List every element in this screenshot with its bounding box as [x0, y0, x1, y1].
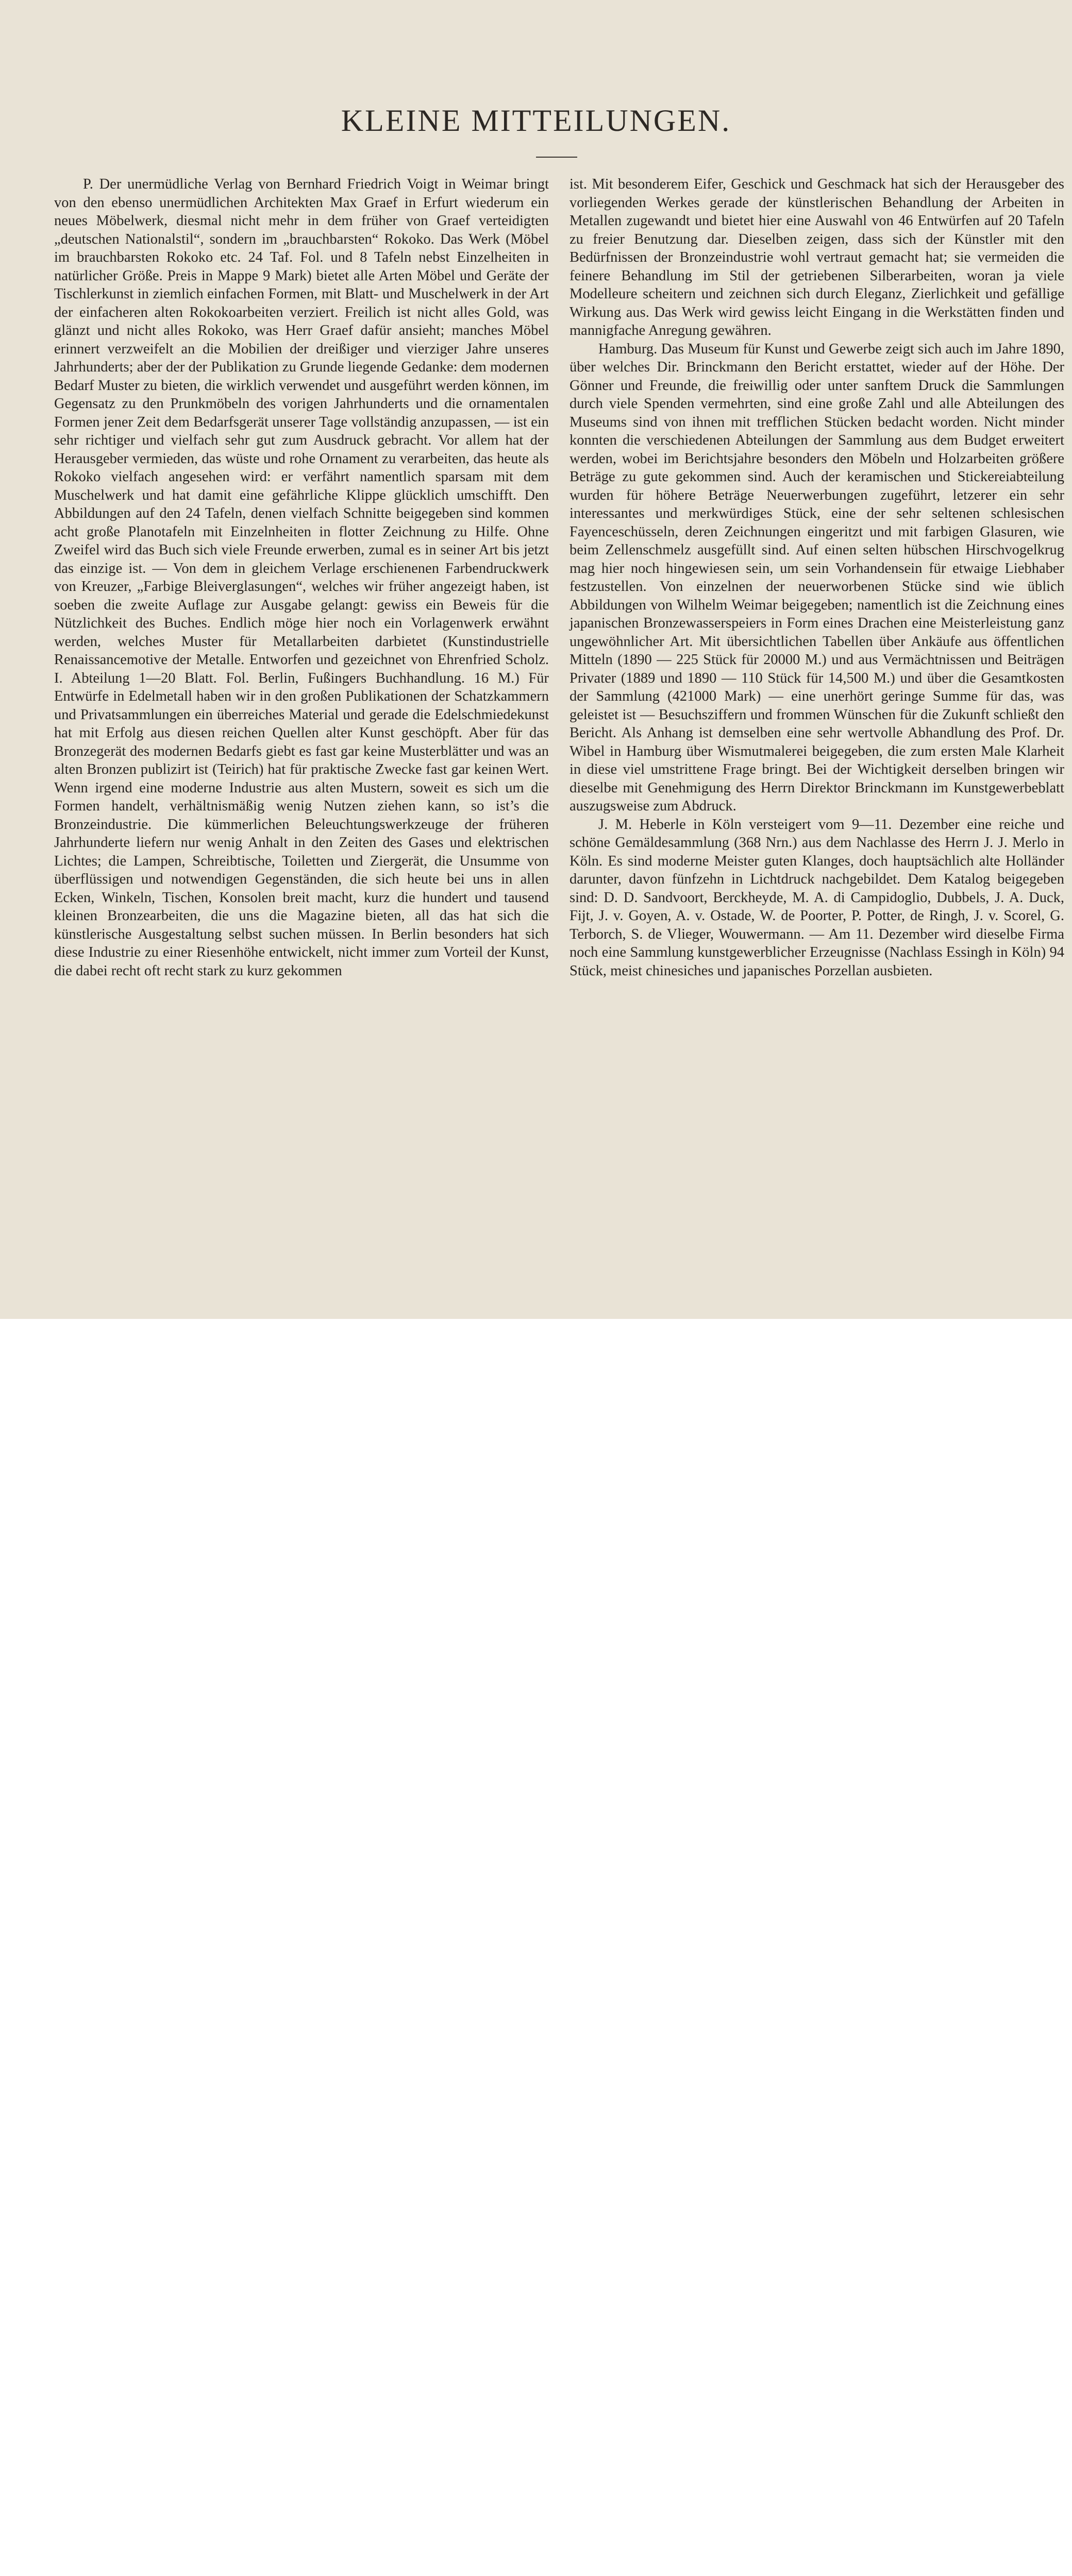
paragraph-continuation: ist. Mit besonderem Eifer, Geschick und Geschmack hat sich der Herausgeber des vorliegenden Werkes gerade der künstlerischen Behandlung der Arbeiten in Metallen zugewandt und bietet hier eine Auswahl von 46 Entwürfen auf 20 Tafeln zu freier Benutzung dar. Dieselben zeigen, dass sich der Künstler mit den Bedürfnissen der Bronzeindustrie wohl vertraut gemacht hat; sie vermeiden die feinere Behandlung im Stil der getriebenen Silberarbeiten, woran ja viele Modelleure scheitern und zeichnen sich durch Eleganz, Zierlichkeit und gefällige Wirkung aus. Das Werk wird gewiss leicht Eingang in die Werkstätten finden und mannigfache Anregung gewähren. — [569, 176, 1064, 338]
left-column — [54, 175, 549, 980]
page-title: KLEINE MITTEILUNGEN. — [341, 104, 731, 138]
title-rule — [536, 157, 577, 158]
right-column — [569, 175, 1064, 980]
paragraph-voigt-verlag: P. Der unermüdliche Verlag von Bernhard Friedrich Voigt in Weimar bringt von den ebenso unermüdlichen Architekten Max Graef in Erfurt wiederum ein neues Möbelwerk, diesmal nicht mehr in dem früher von Graef verteidigten „deutschen Nationalstil“, sondern im „brauchbarsten“ Rokoko. Das Werk (Möbel im brauchbarsten Rokoko etc. 24 Taf. Fol. und 8 Tafeln nebst Einzelheiten in natürlicher Größe. Preis in Mappe 9 Mark) bietet alle Arten Möbel und Geräte der Tischlerkunst in ziemlich einfachen Formen, mit Blatt- und Muschelwerk in der Art der einfacheren alten Rokokoarbeiten verziert. Freilich ist nicht alles Gold, was glänzt und nicht alles Rokoko, was Herr Graef dafür ansieht; manches Möbel erinnert verzweifelt an die Mobilien der dreißiger und vierziger Jahre unseres Jahrhunderts; aber der der Publikation zu Grunde liegende Gedanke: dem modernen Bedarf Muster zu bieten, die wirklich verwendet und ausgeführt werden können, im Gegensatz zu den Prunkmöbeln des vorigen Jahrhunderts und die ornamentalen Formen jener Zeit dem Bedarfsgerät unserer Tage vollständig anzupassen, — ist ein sehr richtiger und vielfach sehr gut zum Ausdruck gebracht. Vor allem hat der Herausgeber vermieden, das wüste und rohe Ornament zu verarbeiten, das heute als Rokoko vielfach angesehen wird: er verfährt namentlich sparsam mit dem Muschelwerk und hat damit eine gefährliche Klippe glücklich umschifft. Den Abbildungen auf den 24 Tafeln, denen vielfach Schnitte beigegeben sind kommen acht große Planotafeln mit Einzelnheiten in flotter Zeichnung zu Hilfe. Ohne Zweifel wird das Buch sich viele Freunde erwerben, zumal es in seiner Art bis jetzt das einzige ist. — Von dem in gleichem Verlage erschienenen Farbendruckwerk von Kreuzer, „Farbige Bleiverglasungen“, welches wir früher angezeigt haben, ist soeben die zweite Auflage zur Ausgabe gelangt: gewiss ein Beweis für die Nützlichkeit des Buches. Endlich möge hier noch ein Vorlagenwerk erwähnt werden, welches Muster für Metallarbeiten darbietet (Kunstindustrielle Renaissancemotive der Metalle. Entworfen und gezeichnet von Ehrenfried Scholz. I. Abteilung 1—20 Blatt. Fol. Berlin, Fußingers Buchhandlung. 16 M.) Für Entwürfe in Edelmetall haben wir in den großen Publikationen der Schatzkammern und Privatsammlungen ein überreiches Material und gerade die Edelschmiedekunst hat mit Erfolg aus diesen reichen Quellen alter Kunst geschöpft. Aber für das Bronzegerät des modernen Bedarfs giebt es fast gar keine Musterblätter und was an alten Bronzen publizirt ist (Teirich) hat für praktische Zwecke fast gar keinen Wert. Wenn irgend eine moderne Industrie aus alten Mustern, soweit es sich um die Formen handelt, verhältnismäßig wenig Nutzen ziehen kann, so ist’s die Bronzeindustrie. Die kümmerlichen Beleuchtungswerkzeuge der früheren Jahrhunderte liefern nur wenig Anhalt in den Zeiten des Gases und elektrischen Lichtes; die Lampen, Schreibtische, Toiletten und Ziergerät, die Unsumme von überflüssigen und notwendigen Gegenständen, die sich heute bei uns in allen Ecken, Winkeln, Tischen, Konsolen breit macht, kurz die hundert und tausend kleinen Bronzearbeiten, die uns die Magazine bieten, all das hat sich die künstlerische Ausgestaltung selbst suchen müssen. In Berlin besonders hat sich diese Industrie zu einer Riesenhöhe entwickelt, nicht immer zum Vorteil der Kunst, die dabei recht oft recht stark zu kurz gekommen — [54, 176, 549, 979]
paragraph-hamburg: Hamburg. Das Museum für Kunst und Gewerbe zeigt sich auch im Jahre 1890, über welches Dir. Brinckmann den Bericht erstattet, wieder auf der Höhe. Der Gönner und Freunde, die freiwillig oder unter sanftem Druck die Sammlungen durch viele Spenden vermehrten, sind eine große Zahl und alle Abteilungen des Museums sind von ihnen mit trefflichen Stücken bedacht worden. Nicht minder konnten die verschiedenen Abteilungen der Sammlung aus dem Budget erweitert werden, wobei im Berichtsjahre besonders den Möbeln und Holzarbeiten größere Beträge zu gute gekommen sind. Auch der keramischen und Stickereiabteilung wurden für höhere Beträge Neuerwerbungen zugeführt, letzerer ein sehr interessantes und merkwürdiges Stück, eine der sehr seltenen schlesischen Fayenceschüsseln, deren Zeichnungen eingeritzt und mit farbigen Glasuren, wie beim Zellenschmelz ausgefüllt sind. Auf einen selten hübschen Hirschvogelkrug mag hier noch hingewiesen sein, um sein Vorhandensein für etwaige Liebhaber festzustellen. Von einzelnen der neuerworbenen Stücke sind wie üblich Abbildungen von Wilhelm Weimar beigegeben; namentlich ist die Zeichnung eines japanischen Bronzewasserspeiers in Form eines Drachen eine Meisterleistung ganz ungewöhnlicher Art. Mit übersichtlichen Tabellen über Ankäufe aus öffentlichen Mitteln (1890 — 225 Stück für 20000 M.) und aus Vermächtnissen und Beiträgen Privater (1889 und 1890 — 110 Stück für 14,500 M.) und über die Gesamtkosten der Sammlung (421000 Mark) — eine unerhört geringe Summe für das, was geleistet ist — Besuchsziffern und frommen Wünschen für die Zukunft schließt den Bericht. Als Anhang ist demselben eine sehr wertvolle Abhandlung des Prof. Dr. Wibel in Hamburg über Wismutmalerei beigegeben, die zum ersten Male Klarheit in diese viel umstrittene Frage bringt. Bei der Wichtigkeit derselben bringen wir dieselbe mit Genehmigung des Herrn Direktor Brinckmann im Kunstgewerbeblatt auszugsweise zum Abdruck. — [569, 341, 1064, 814]
footer-bar — [0, 1319, 1072, 1505]
paragraph-heberle: J. M. Heberle in Köln versteigert vom 9—11. Dezember eine reiche und schöne Gemäldesammlung (368 Nrn.) aus dem Nachlasse des Herrn J. J. Merlo in Köln. Es sind moderne Meister guten Klanges, doch hauptsächlich alte Holländer darunter, davon fünfzehn in Lichtdruck nachgebildet. Dem Katalog beigegeben sind: D. D. Sandvoort, Berckheyde, M. A. di Campidoglio, Dubbels, J. A. Duck, Fijt, J. v. Goyen, A. v. Ostade, W. de Poorter, P. Potter, de Ringh, J. v. Scorel, G. Terborch, S. de Vlieger, Wouwermann. — Am 11. Dezember wird dieselbe Firma noch eine Sammlung kunstgewerblicher Erzeugnisse (Nachlass Essingh in Köln) 94 Stück, meist chinesiches und japanisches Porzellan ausbieten. — [569, 816, 1064, 979]
